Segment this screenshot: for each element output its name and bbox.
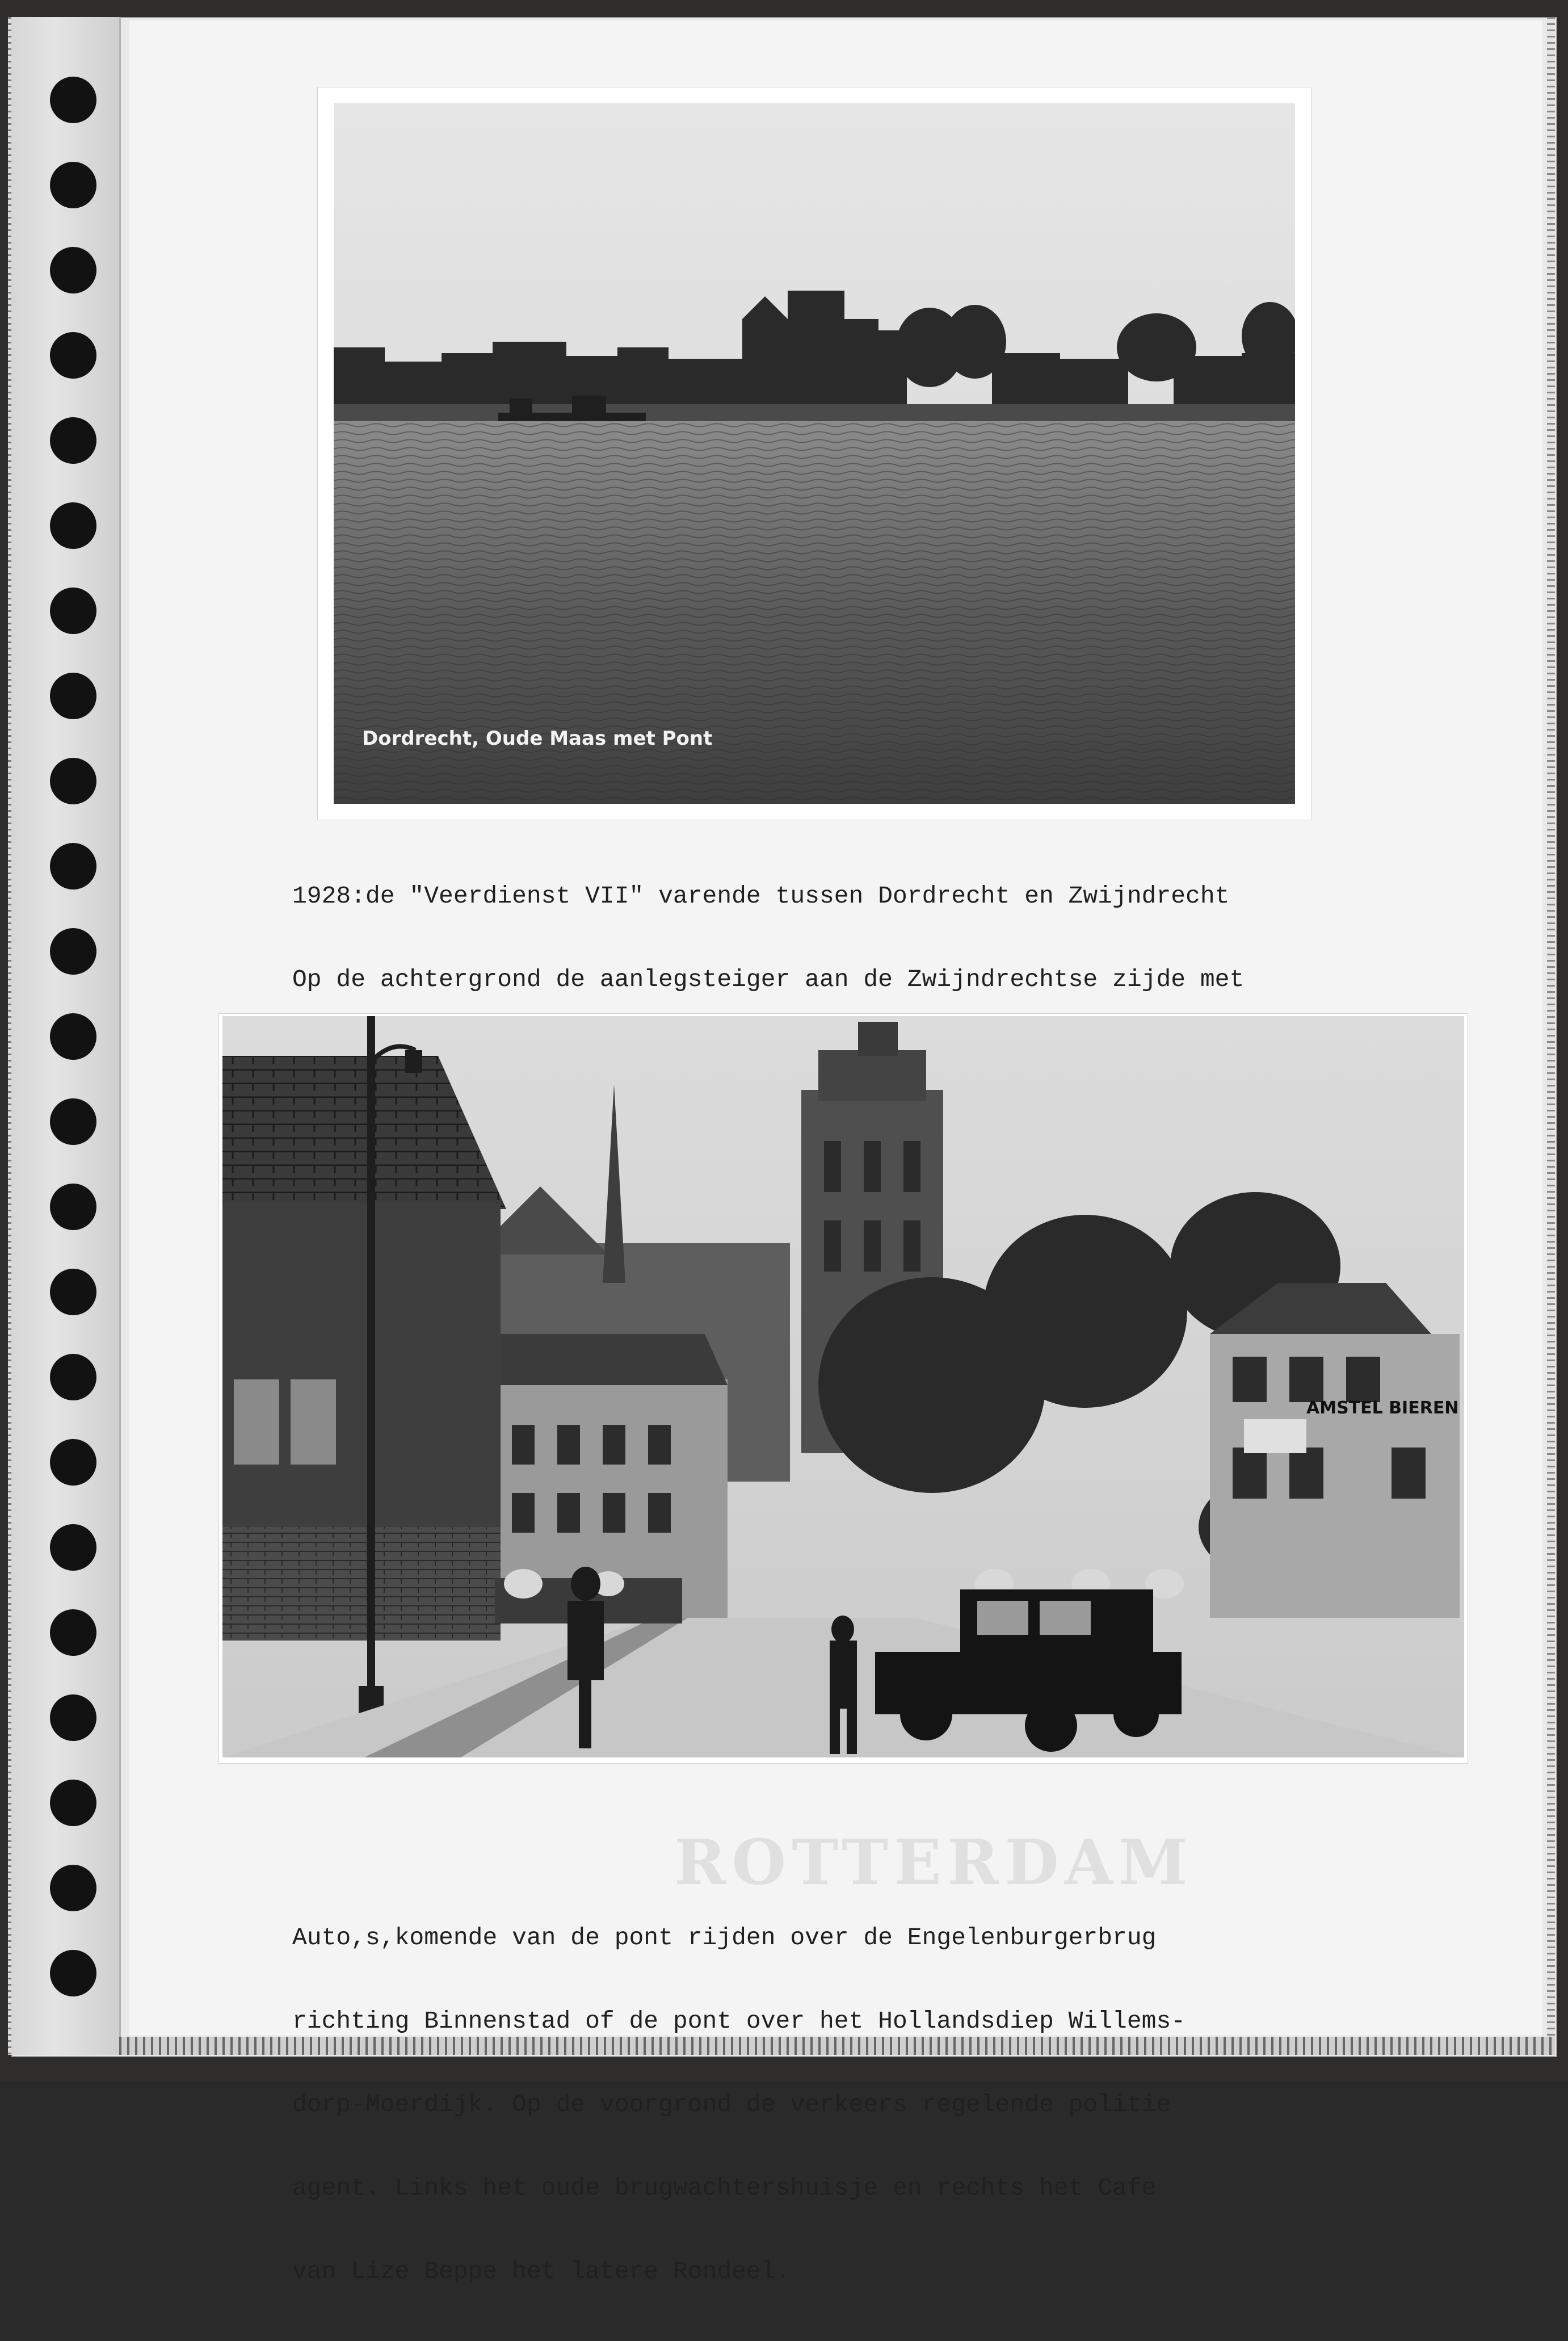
photo-caption-river: Dordrecht, Oude Maas met Pont <box>362 727 713 750</box>
binder-hole <box>50 1354 96 1400</box>
binder-hole <box>50 1780 96 1826</box>
right-edge-strip <box>1547 17 1555 2055</box>
binder-hole <box>50 77 96 123</box>
binder-hole <box>50 1524 96 1571</box>
binder-hole <box>50 1269 96 1315</box>
caption-bottom <box>292 1868 1186 2341</box>
binder-hole <box>50 673 96 719</box>
caption-top-line-2: Op de achtergrond de aanlegsteiger aan de Zwijndrechtse zijde met <box>292 966 1245 993</box>
sign-amstel-bieren: AMSTEL BIEREN <box>1306 1398 1459 1418</box>
caption-bottom-line-2: richting Binnenstad of de pont over het Hollandsdiep Willems- <box>292 2007 1186 2035</box>
photo-bridge-street <box>222 1016 1464 1757</box>
binder-hole <box>50 1098 96 1145</box>
binder-hole <box>50 1439 96 1486</box>
binder-hole <box>50 417 96 464</box>
left-house <box>222 1056 506 1641</box>
photo-river-ferry <box>334 103 1295 804</box>
bleed-through-text: ROTTERDAM <box>674 1826 1193 1899</box>
caption-bottom-line-4: agent. Links het oude brugwachtershuisje en rechts het Cafe <box>292 2174 1157 2202</box>
caption-top-line-1: 1928:de "Veerdienst VII" varende tussen Dordrecht en Zwijndrecht <box>292 882 1230 910</box>
binder-hole <box>50 1184 96 1230</box>
caption-bottom-line-5: van Lize Beppe het latere Rondeel. <box>292 2258 791 2285</box>
binder-hole <box>50 588 96 634</box>
binder-hole <box>50 1950 96 1996</box>
binder-hole <box>50 1609 96 1656</box>
binder-hole <box>50 162 96 208</box>
binder-hole <box>50 502 96 549</box>
binder-hole <box>50 1013 96 1060</box>
binder-hole <box>50 1694 96 1741</box>
binder-hole <box>50 928 96 975</box>
photo-top-mount <box>318 87 1311 820</box>
binder-hole <box>50 332 96 379</box>
caption-bottom-line-3: dorp-Moerdijk. Op de voorgrond de verkeers regelende politie <box>292 2091 1171 2118</box>
bridge-street-image <box>222 1016 1464 1757</box>
binder-hole <box>50 843 96 890</box>
binder-hole <box>50 1865 96 1911</box>
river-ferry-image <box>334 103 1295 804</box>
paper-sheet <box>129 20 1542 2285</box>
binder-hole <box>50 758 96 804</box>
right-cafe <box>1210 1283 1460 1618</box>
photo-bottom-mount <box>219 1014 1468 1763</box>
binder-hole <box>50 247 96 293</box>
caption-bottom-line-1: Auto,s,komende van de pont rijden over de Engelenburgerbrug <box>292 1924 1157 1952</box>
